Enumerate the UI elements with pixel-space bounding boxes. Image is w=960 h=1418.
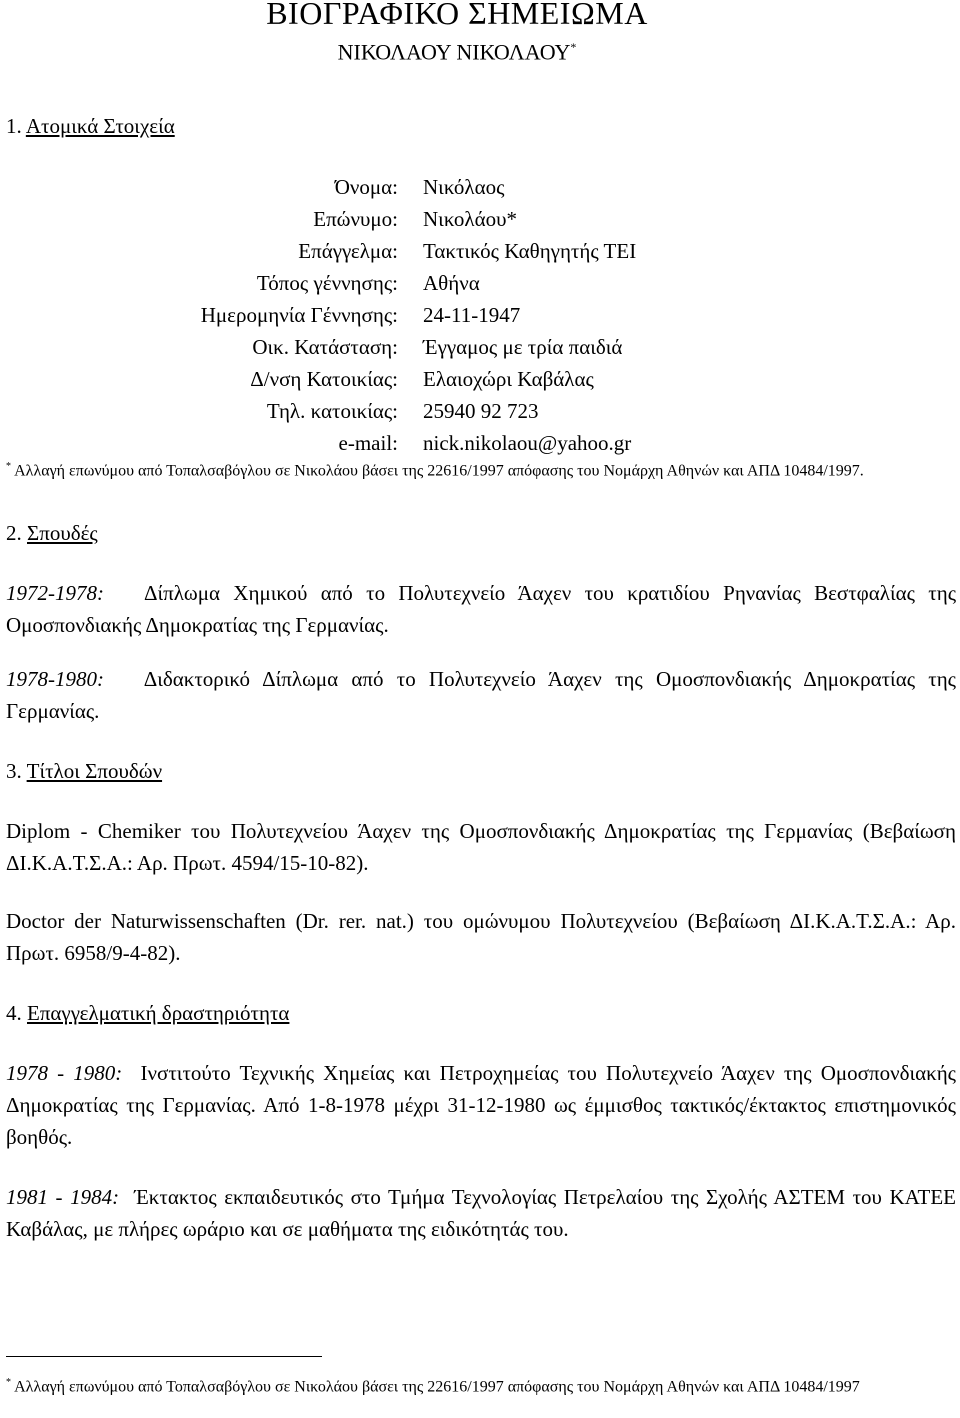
career-entry xyxy=(6,1181,956,1245)
section-3-heading xyxy=(6,758,162,784)
info-value: Νικόλαος xyxy=(423,175,505,199)
info-row-birthdate xyxy=(0,299,960,331)
entry-text: Έκτακτος εκπαιδευτικός στο Τμήμα Τεχνολογίας Πετρελαίου της Σχολής ΑΣΤΕΜ του ΚΑΤΕΕ Καβάλας, με πλήρες ωράριο και σε μαθήματα της ειδικότητάς του. xyxy=(6,1185,957,1241)
info-label: Επώνυμο: xyxy=(313,207,398,231)
entry-text: Διδακτορικό Δίπλωμα από το Πολυτεχνείο Άαχεν της Ομοσπονδιακής Δημοκρατίας της Γερμανίας. xyxy=(6,667,956,723)
info-label: Τηλ. κατοικίας: xyxy=(266,399,398,423)
entry-years: 1972-1978: xyxy=(6,581,104,605)
career-entry xyxy=(6,1057,956,1153)
info-row-profession xyxy=(0,235,960,267)
note-text: Αλλαγή επωνύμου από Τοπαλσαβόγλου σε Νικολάου βάσει της 22616/1997 απόφασης του Νομάρχη Αθηνών και ΑΠΔ 10484/1997. xyxy=(14,462,864,480)
document-subtitle xyxy=(0,34,914,65)
info-value: Αθήνα xyxy=(423,271,480,295)
info-label: Τόπος γέννησης: xyxy=(256,271,398,295)
info-value: Νικολάου* xyxy=(423,207,518,231)
footnote xyxy=(6,1372,956,1398)
info-row-name xyxy=(0,171,960,203)
info-label: Όνομα: xyxy=(334,175,398,199)
info-row-marital-status xyxy=(0,331,960,363)
personal-info-table xyxy=(0,171,960,459)
info-value: Τακτικός Καθηγητής ΤΕΙ xyxy=(423,239,637,263)
section-3-title: Τίτλοι Σπουδών xyxy=(26,759,163,783)
surname-change-note xyxy=(6,461,864,480)
info-value: 24-11-1947 xyxy=(423,303,521,327)
info-label: Οικ. Κατάσταση: xyxy=(252,335,398,359)
footnote-mark: * xyxy=(6,1377,11,1388)
section-3-number: 3. xyxy=(6,759,22,783)
note-mark: * xyxy=(6,461,11,472)
studies-entry xyxy=(6,577,956,641)
studies-entry xyxy=(6,663,956,727)
email-link[interactable]: nick.nikolaou@yahoo.gr xyxy=(423,431,632,455)
entry-text: Ινστιτούτο Τεχνικής Χημείας και Πετροχημείας του Πολυτεχνείο Άαχεν της Ομοσπονδιακής Δημοκρατίας της Γερμανίας. Από 1-8-1978 μέχρι 31-12-1980 ως έμμισθος τακτικός/έκτακτος επιστημονικός βοηθός. xyxy=(6,1061,956,1149)
info-row-birthplace xyxy=(0,267,960,299)
subtitle-name: ΝΙΚΟΛΑΟΥ ΝΙΚΟΛΑΟΥ xyxy=(337,39,571,65)
section-4-heading xyxy=(6,1000,289,1026)
info-row-surname xyxy=(0,203,960,235)
entry-years: 1978-1980: xyxy=(6,667,104,691)
subtitle-footnote-mark: * xyxy=(570,40,577,54)
info-row-phone xyxy=(0,395,960,427)
section-2-title: Σπουδές xyxy=(27,521,98,545)
entry-text: Δίπλωμα Χημικού από το Πολυτεχνείο Άαχεν του κρατιδίου Ρηνανίας Βεστφαλίας της Ομοσπονδιακής Δημοκρατίας της Γερμανίας. xyxy=(6,581,957,637)
footnote-text: Αλλαγή επωνύμου από Τοπαλσαβόγλου σε Νικολάου βάσει της 22616/1997 απόφασης του Νομάρχη Αθηνών και ΑΠΔ 10484/1997 xyxy=(14,1378,860,1396)
info-label: Επάγγελμα: xyxy=(298,239,398,263)
info-row-address xyxy=(0,363,960,395)
info-label: Ημερομηνία Γέννησης: xyxy=(200,303,398,327)
info-label: Δ/νση Κατοικίας: xyxy=(250,367,398,391)
section-4-title: Επαγγελματική δραστηριότητα xyxy=(27,1001,290,1025)
document-title: ΒΙΟΓΡΑΦΙΚΟ ΣΗΜΕΙΩΜΑ xyxy=(266,0,648,31)
section-4-number: 4. xyxy=(6,1001,22,1025)
info-value: Ελαιοχώρι Καβάλας xyxy=(423,367,594,391)
entry-years: 1981 - 1984: xyxy=(6,1185,120,1209)
footnote-separator xyxy=(6,1356,322,1357)
degree-entry: Doctor der Naturwissenschaften (Dr. rer. nat.) του ομώνυμου Πολυτεχνείου (Βεβαίωση ΔΙ.Κ.Α.Τ.Σ.Α.: Αρ. Πρωτ. 6958/9-4-82). xyxy=(6,909,956,965)
section-2-number: 2. xyxy=(6,521,22,545)
degree-entry: Diplom - Chemiker του Πολυτεχνείου Άαχεν της Ομοσπονδιακής Δημοκρατίας της Γερμανίας (Βεβαίωση ΔΙ.Κ.Α.Τ.Σ.Α.: Αρ. Πρωτ. 4594/15-10-82). xyxy=(6,819,956,875)
section-2-heading xyxy=(6,520,98,546)
info-row-email xyxy=(0,427,960,459)
info-value: 25940 92 723 xyxy=(423,399,539,423)
section-1-heading xyxy=(6,113,175,139)
info-value: Έγγαμος με τρία παιδιά xyxy=(423,335,623,359)
section-1-title: Ατομικά Στοιχεία xyxy=(25,114,175,138)
info-label: e-mail: xyxy=(338,431,398,455)
section-1-number: 1. xyxy=(6,114,22,138)
entry-years: 1978 - 1980: xyxy=(6,1061,123,1085)
